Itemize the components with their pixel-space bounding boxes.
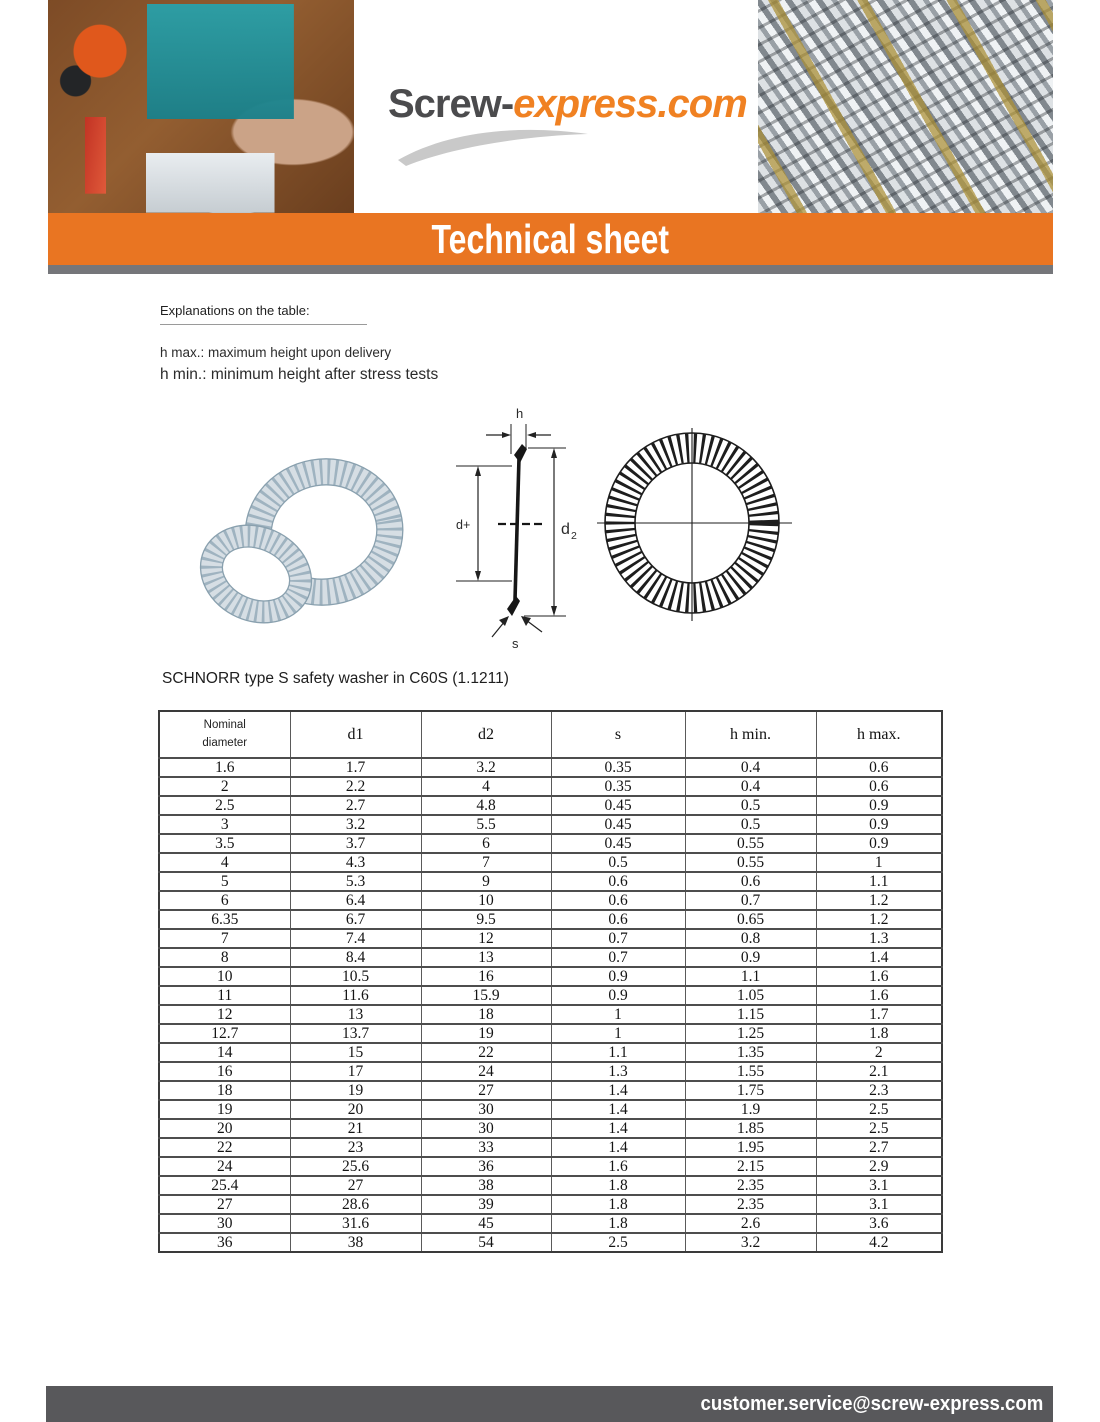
table-cell: 1.85 bbox=[685, 1119, 816, 1138]
safety-washers-photo bbox=[186, 436, 411, 654]
table-cell: 1.55 bbox=[685, 1062, 816, 1081]
table-cell: 20 bbox=[290, 1100, 421, 1119]
col-header-s: s bbox=[551, 711, 685, 758]
table-cell: 3.6 bbox=[816, 1214, 942, 1233]
table-cell: 0.5 bbox=[685, 815, 816, 834]
table-cell: 0.35 bbox=[551, 777, 685, 796]
table-row bbox=[159, 853, 942, 872]
table-cell: 19 bbox=[290, 1081, 421, 1100]
table-cell: 7 bbox=[159, 929, 290, 948]
table-cell: 21 bbox=[290, 1119, 421, 1138]
table-row bbox=[159, 1157, 942, 1176]
table-cell: 2.2 bbox=[290, 777, 421, 796]
table-cell: 1.3 bbox=[551, 1062, 685, 1081]
table-cell: 12 bbox=[159, 1005, 290, 1024]
table-cell: 1.75 bbox=[685, 1081, 816, 1100]
table-cell: 0.8 bbox=[685, 929, 816, 948]
table-cell: 12.7 bbox=[159, 1024, 290, 1043]
table-row bbox=[159, 1176, 942, 1195]
table-cell: 1.8 bbox=[551, 1176, 685, 1195]
small-washer-illustration bbox=[186, 508, 327, 640]
outer-diameter-label: d bbox=[561, 521, 570, 538]
col-header-h-min: h min. bbox=[685, 711, 816, 758]
table-row bbox=[159, 1062, 942, 1081]
table-cell: 0.6 bbox=[551, 891, 685, 910]
arrowhead-icon bbox=[502, 432, 511, 438]
table-cell: 1.4 bbox=[551, 1081, 685, 1100]
table-cell: 25.4 bbox=[159, 1176, 290, 1195]
logo-swoosh-icon bbox=[392, 120, 592, 168]
table-cell: 9 bbox=[421, 872, 551, 891]
table-cell: 3.5 bbox=[159, 834, 290, 853]
table-cell: 13 bbox=[421, 948, 551, 967]
table-cell: 1.9 bbox=[685, 1100, 816, 1119]
table-row bbox=[159, 758, 942, 777]
table-cell: 36 bbox=[421, 1157, 551, 1176]
table-cell: 1.6 bbox=[551, 1157, 685, 1176]
banner-title: Technical sheet bbox=[431, 215, 670, 262]
table-cell: 0.7 bbox=[551, 948, 685, 967]
table-cell: 0.9 bbox=[551, 967, 685, 986]
table-cell: 0.45 bbox=[551, 796, 685, 815]
table-row bbox=[159, 1005, 942, 1024]
table-cell: 6.4 bbox=[290, 891, 421, 910]
table-cell: 10.5 bbox=[290, 967, 421, 986]
table-row bbox=[159, 929, 942, 948]
table-cell: 4.2 bbox=[816, 1233, 942, 1252]
table-cell: 0.6 bbox=[551, 872, 685, 891]
table-cell: 7.4 bbox=[290, 929, 421, 948]
table-cell: 4.3 bbox=[290, 853, 421, 872]
table-cell: 3.1 bbox=[816, 1195, 942, 1214]
table-cell: 1.4 bbox=[551, 1119, 685, 1138]
table-cell: 22 bbox=[159, 1138, 290, 1157]
table-cell: 8 bbox=[159, 948, 290, 967]
table-cell: 20 bbox=[159, 1119, 290, 1138]
front-view-diagram bbox=[595, 425, 795, 625]
table-cell: 30 bbox=[159, 1214, 290, 1233]
table-cell: 1.05 bbox=[685, 986, 816, 1005]
table-cell: 13 bbox=[290, 1005, 421, 1024]
table-cell: 0.9 bbox=[816, 834, 942, 853]
table-cell: 2 bbox=[159, 777, 290, 796]
table-cell: 19 bbox=[159, 1100, 290, 1119]
washer-spec-table bbox=[158, 710, 943, 1253]
table-cell: 39 bbox=[421, 1195, 551, 1214]
table-cell: 27 bbox=[421, 1081, 551, 1100]
table-cell: 0.6 bbox=[816, 758, 942, 777]
table-cell: 13.7 bbox=[290, 1024, 421, 1043]
table-cell: 2.3 bbox=[816, 1081, 942, 1100]
table-cell: 1.25 bbox=[685, 1024, 816, 1043]
table-row bbox=[159, 948, 942, 967]
table-cell: 2.35 bbox=[685, 1195, 816, 1214]
table-header-row bbox=[159, 711, 942, 758]
logo-text-screw: Screw- bbox=[388, 82, 514, 126]
explanations-heading: Explanations on the table: bbox=[160, 303, 367, 325]
table-cell: 3.1 bbox=[816, 1176, 942, 1195]
table-cell: 24 bbox=[159, 1157, 290, 1176]
table-cell: 6 bbox=[159, 891, 290, 910]
banner-divider bbox=[48, 265, 1053, 274]
table-cell: 38 bbox=[290, 1233, 421, 1252]
arrowhead-icon bbox=[499, 616, 509, 626]
table-cell: 0.9 bbox=[816, 796, 942, 815]
table-row bbox=[159, 796, 942, 815]
table-cell: 18 bbox=[421, 1005, 551, 1024]
table-cell: 0.5 bbox=[685, 796, 816, 815]
table-cell: 1.7 bbox=[290, 758, 421, 777]
table-row bbox=[159, 872, 942, 891]
table-cell: 8.4 bbox=[290, 948, 421, 967]
h-max-explanation: h max.: maximum height upon delivery bbox=[160, 345, 392, 360]
arrowhead-icon bbox=[551, 606, 557, 616]
table-row bbox=[159, 891, 942, 910]
table-cell: 15.9 bbox=[421, 986, 551, 1005]
table-cell: 5.3 bbox=[290, 872, 421, 891]
table-cell: 2.1 bbox=[816, 1062, 942, 1081]
table-cell: 1.1 bbox=[816, 872, 942, 891]
table-cell: 0.65 bbox=[685, 910, 816, 929]
table-cell: 0.4 bbox=[685, 777, 816, 796]
table-cell: 4.8 bbox=[421, 796, 551, 815]
table-cell: 1.2 bbox=[816, 891, 942, 910]
table-cell: 0.9 bbox=[685, 948, 816, 967]
col-header-d2: d2 bbox=[421, 711, 551, 758]
table-cell: 0.55 bbox=[685, 853, 816, 872]
col-header-nominal-diameter: Nominal diameter bbox=[159, 711, 290, 758]
arrowhead-icon bbox=[521, 616, 531, 626]
table-cell: 7 bbox=[421, 853, 551, 872]
table-row bbox=[159, 834, 942, 853]
table-cell: 18 bbox=[159, 1081, 290, 1100]
table-cell: 27 bbox=[290, 1176, 421, 1195]
table-cell: 54 bbox=[421, 1233, 551, 1252]
outer-diameter-subscript: 2 bbox=[571, 530, 577, 542]
table-row bbox=[159, 1024, 942, 1043]
table-cell: 1.4 bbox=[551, 1138, 685, 1157]
table-cell: 1.6 bbox=[159, 758, 290, 777]
h-min-explanation: h min.: minimum height after stress tests bbox=[160, 366, 439, 383]
table-row bbox=[159, 1119, 942, 1138]
table-cell: 2.7 bbox=[290, 796, 421, 815]
table-cell: 1.6 bbox=[816, 967, 942, 986]
table-cell: 6.35 bbox=[159, 910, 290, 929]
table-cell: 0.6 bbox=[551, 910, 685, 929]
table-cell: 30 bbox=[421, 1119, 551, 1138]
table-row bbox=[159, 1233, 942, 1252]
table-cell: 14 bbox=[159, 1043, 290, 1062]
h-dimension-label: h bbox=[516, 406, 524, 421]
table-cell: 2.5 bbox=[816, 1100, 942, 1119]
table-cell: 1.6 bbox=[816, 986, 942, 1005]
table-cell: 1.4 bbox=[551, 1100, 685, 1119]
table-cell: 3.2 bbox=[421, 758, 551, 777]
table-row bbox=[159, 777, 942, 796]
table-cell: 10 bbox=[421, 891, 551, 910]
table-cell: 1.2 bbox=[816, 910, 942, 929]
table-cell: 2.9 bbox=[816, 1157, 942, 1176]
table-cell: 0.6 bbox=[816, 777, 942, 796]
table-cell: 1 bbox=[551, 1024, 685, 1043]
table-cell: 1.8 bbox=[551, 1214, 685, 1233]
table-row bbox=[159, 1195, 942, 1214]
table-cell: 5 bbox=[159, 872, 290, 891]
table-cell: 11.6 bbox=[290, 986, 421, 1005]
table-cell: 0.7 bbox=[551, 929, 685, 948]
table-cell: 0.9 bbox=[551, 986, 685, 1005]
table-cell: 28.6 bbox=[290, 1195, 421, 1214]
table-cell: 0.6 bbox=[685, 872, 816, 891]
table-cell: 16 bbox=[159, 1062, 290, 1081]
table-cell: 1.1 bbox=[685, 967, 816, 986]
arrowhead-icon bbox=[475, 571, 481, 581]
table-cell: 10 bbox=[159, 967, 290, 986]
table-cell: 23 bbox=[290, 1138, 421, 1157]
table-cell: 24 bbox=[421, 1062, 551, 1081]
arrowhead-icon bbox=[475, 466, 481, 476]
table-cell: 2.15 bbox=[685, 1157, 816, 1176]
table-cell: 1.4 bbox=[816, 948, 942, 967]
table-cell: 0.4 bbox=[685, 758, 816, 777]
table-cell: 33 bbox=[421, 1138, 551, 1157]
col-header-d1: d1 bbox=[290, 711, 421, 758]
table-cell: 1 bbox=[551, 1005, 685, 1024]
table-row bbox=[159, 1081, 942, 1100]
footer-bar bbox=[46, 1386, 1053, 1422]
table-cell: 1 bbox=[816, 853, 942, 872]
table-cell: 3 bbox=[159, 815, 290, 834]
table-cell: 2.6 bbox=[685, 1214, 816, 1233]
table-cell: 0.55 bbox=[685, 834, 816, 853]
table-cell: 16 bbox=[421, 967, 551, 986]
table-cell: 12 bbox=[421, 929, 551, 948]
inner-diameter-label: d+ bbox=[456, 518, 471, 532]
table-cell: 1.8 bbox=[551, 1195, 685, 1214]
table-row bbox=[159, 1100, 942, 1119]
table-cell: 17 bbox=[290, 1062, 421, 1081]
table-cell: 0.9 bbox=[816, 815, 942, 834]
table-row bbox=[159, 967, 942, 986]
table-cell: 9.5 bbox=[421, 910, 551, 929]
table-cell: 11 bbox=[159, 986, 290, 1005]
table-cell: 6 bbox=[421, 834, 551, 853]
table-row bbox=[159, 1138, 942, 1157]
technical-sheet-banner bbox=[48, 213, 1053, 265]
table-cell: 5.5 bbox=[421, 815, 551, 834]
table-cell: 2.7 bbox=[816, 1138, 942, 1157]
table-cell: 6.7 bbox=[290, 910, 421, 929]
table-cell: 30 bbox=[421, 1100, 551, 1119]
table-cell: 0.45 bbox=[551, 834, 685, 853]
table-cell: 1.1 bbox=[551, 1043, 685, 1062]
table-cell: 31.6 bbox=[290, 1214, 421, 1233]
table-row bbox=[159, 1043, 942, 1062]
table-cell: 2.5 bbox=[159, 796, 290, 815]
table-cell: 4 bbox=[421, 777, 551, 796]
table-row bbox=[159, 1214, 942, 1233]
arrowhead-icon bbox=[527, 432, 536, 438]
table-cell: 1.3 bbox=[816, 929, 942, 948]
screws-pile-photo bbox=[758, 0, 1053, 213]
table-cell: 2.35 bbox=[685, 1176, 816, 1195]
arrowhead-icon bbox=[551, 448, 557, 458]
section-title: SCHNORR type S safety washer in C60S (1.1211) bbox=[162, 670, 509, 687]
table-cell: 4 bbox=[159, 853, 290, 872]
table-cell: 1.35 bbox=[685, 1043, 816, 1062]
table-cell: 36 bbox=[159, 1233, 290, 1252]
logo-text-express: express.com bbox=[513, 82, 747, 126]
table-cell: 38 bbox=[421, 1176, 551, 1195]
table-cell: 1.15 bbox=[685, 1005, 816, 1024]
table-cell: 0.7 bbox=[685, 891, 816, 910]
table-cell: 3.7 bbox=[290, 834, 421, 853]
col-header-h-max: h max. bbox=[816, 711, 942, 758]
workbench-photo bbox=[48, 0, 354, 213]
table-cell: 25.6 bbox=[290, 1157, 421, 1176]
table-cell: 1.95 bbox=[685, 1138, 816, 1157]
table-cell: 1.8 bbox=[816, 1024, 942, 1043]
table-cell: 27 bbox=[159, 1195, 290, 1214]
table-cell: 0.45 bbox=[551, 815, 685, 834]
table-cell: 19 bbox=[421, 1024, 551, 1043]
table-row bbox=[159, 910, 942, 929]
table-row bbox=[159, 815, 942, 834]
table-cell: 3.2 bbox=[290, 815, 421, 834]
table-cell: 1.7 bbox=[816, 1005, 942, 1024]
table-cell: 15 bbox=[290, 1043, 421, 1062]
customer-service-email: customer.service@screw-express.com bbox=[700, 1393, 1044, 1415]
table-cell: 0.35 bbox=[551, 758, 685, 777]
table-cell: 2.5 bbox=[551, 1233, 685, 1252]
table-row bbox=[159, 986, 942, 1005]
table-cell: 2.5 bbox=[816, 1119, 942, 1138]
table-cell: 0.5 bbox=[551, 853, 685, 872]
table-cell: 3.2 bbox=[685, 1233, 816, 1252]
table-cell: 22 bbox=[421, 1043, 551, 1062]
thickness-label: s bbox=[512, 636, 519, 651]
cross-section-diagram bbox=[450, 403, 605, 653]
table-cell: 45 bbox=[421, 1214, 551, 1233]
table-cell: 2 bbox=[816, 1043, 942, 1062]
